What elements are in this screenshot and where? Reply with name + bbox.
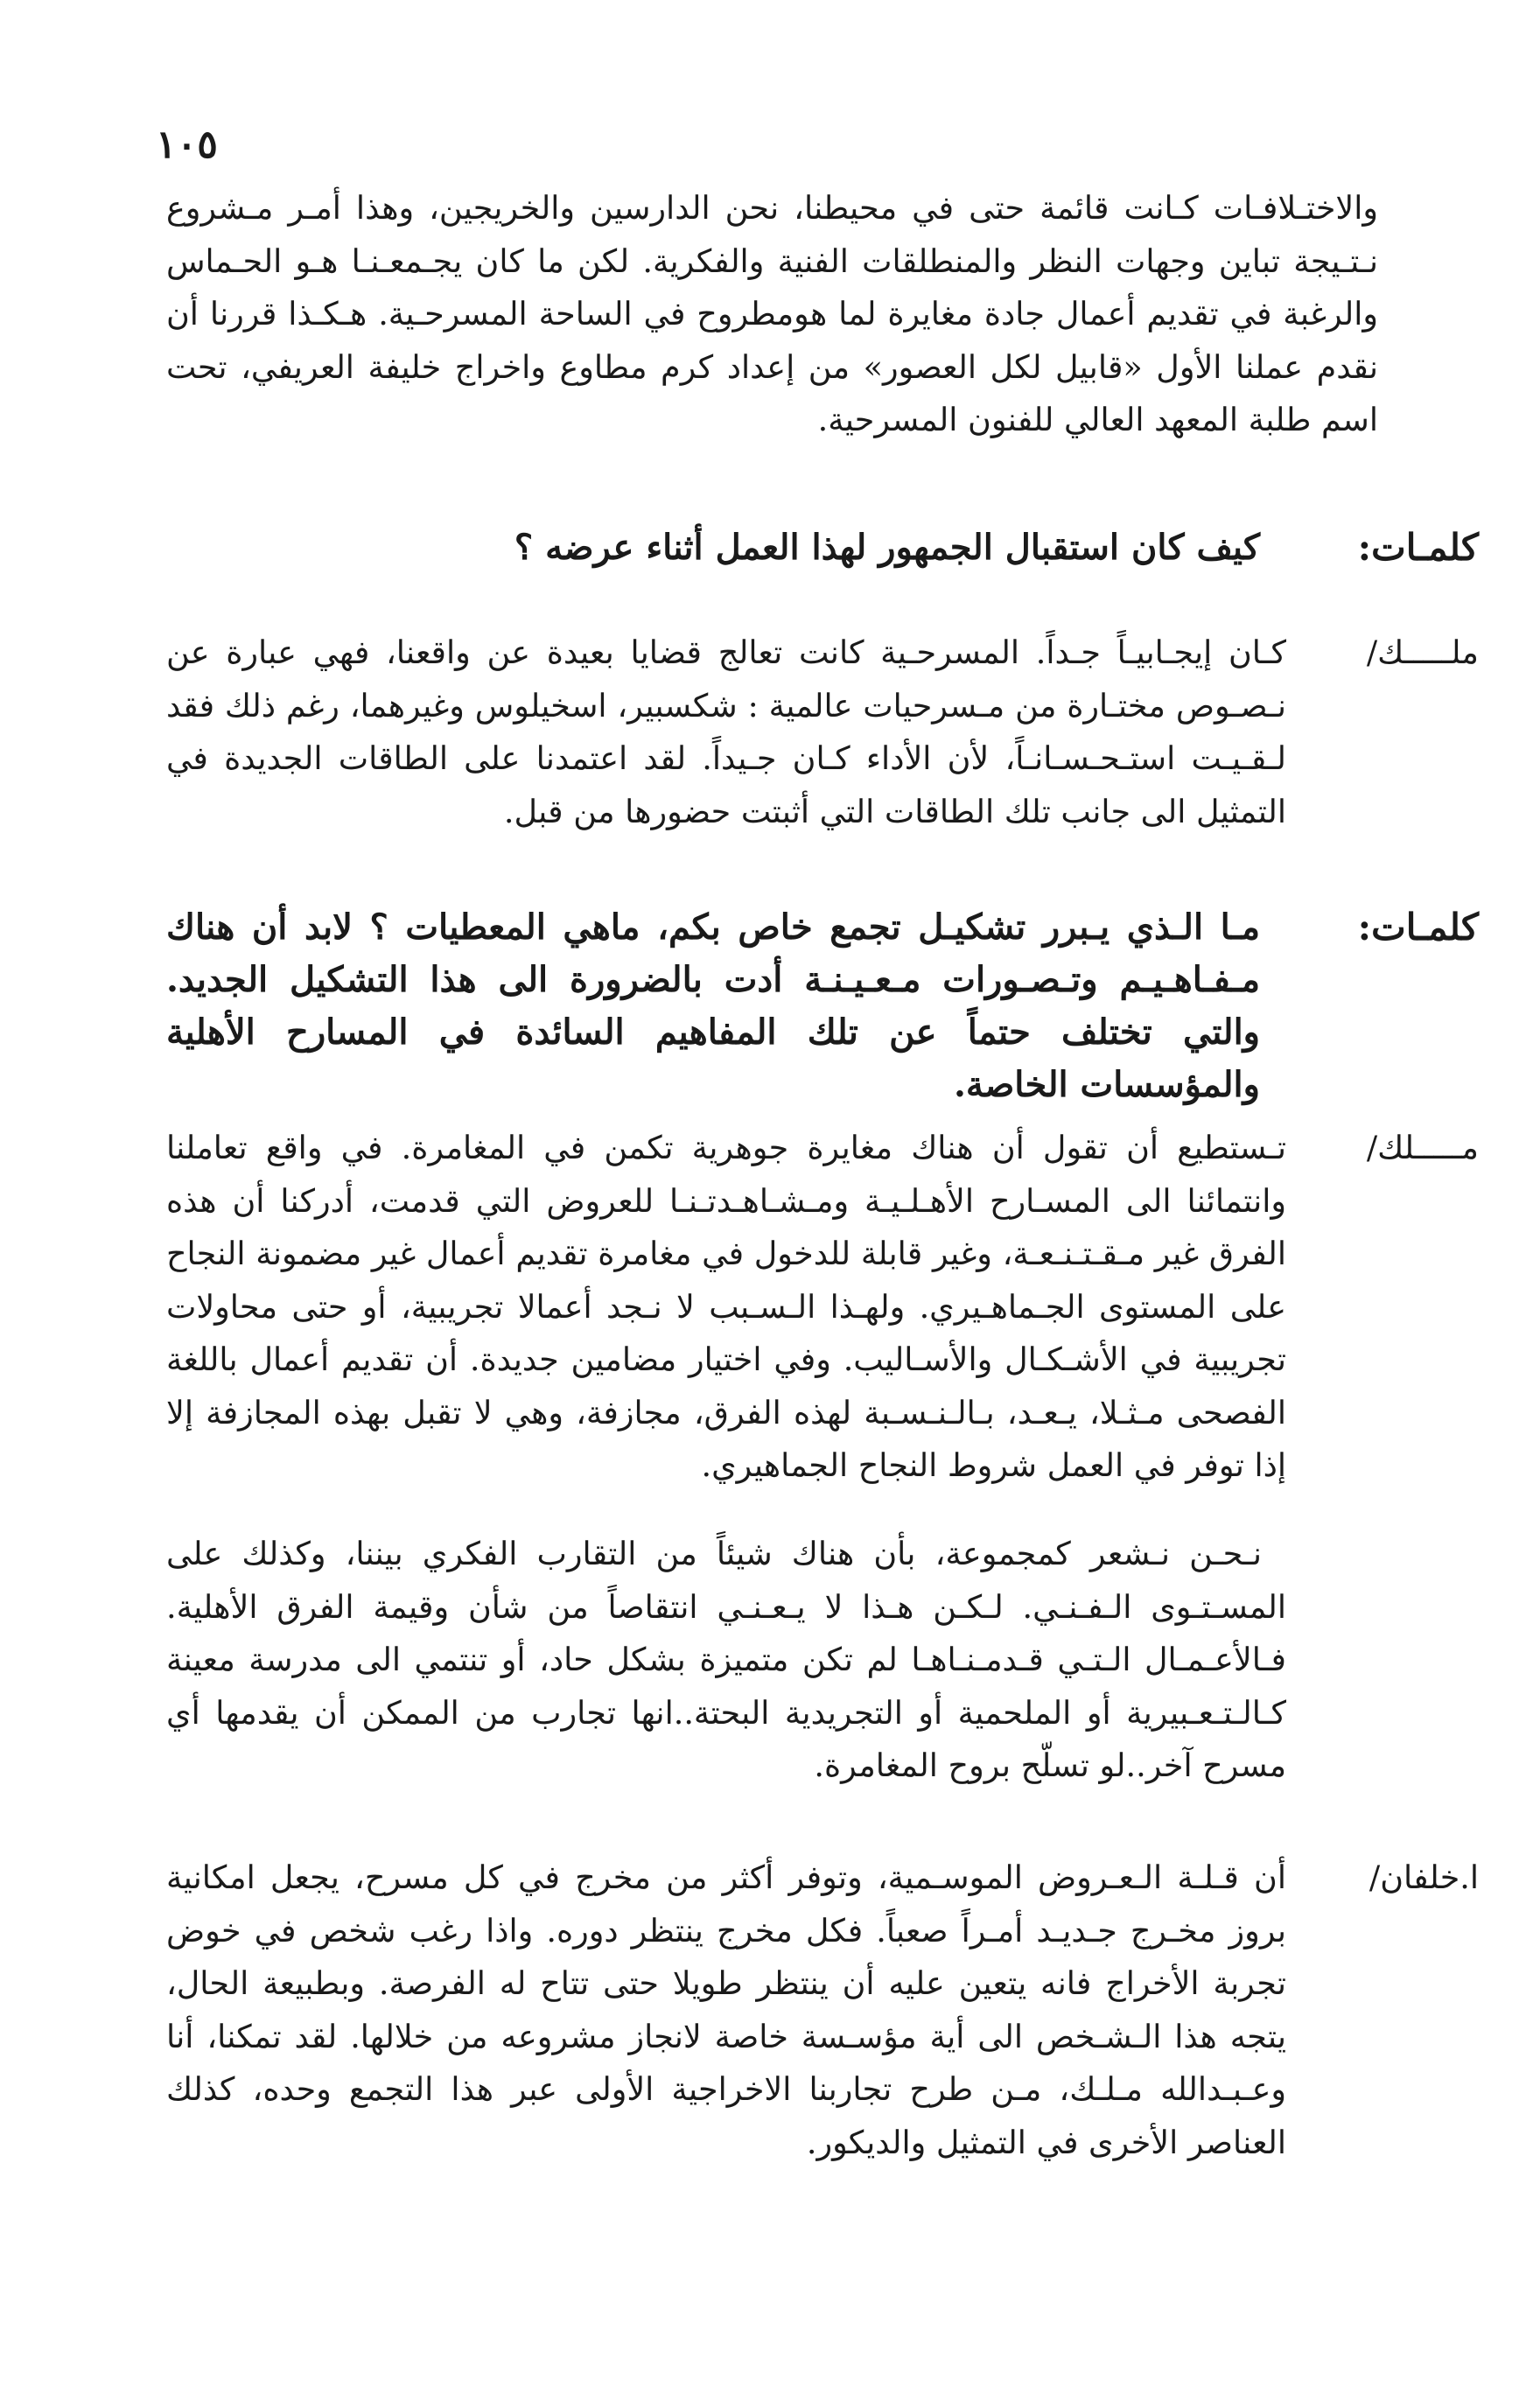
question1-text: كيف كان استقبال الجمهور لهذا العمل أثناء عرضه ؟ [514,527,1260,568]
question1-speaker: كلمـات: [1357,526,1479,569]
intro-paragraph: والاختـلافـات كـانت قائمة حتى في محيطنا، نحن الدارسين والخريجين، وهذا أمـر مـشروع نـتـيجة تباين وجهات النظر والمنطلقات الفنية والفكرية. لكن ما كان يجـمعـنـا هـو الحـماس والرغبة في تقديم أعمال جادة مغايرة لما هومطروح في الساحة المسرحـية. هـكـذا قررنا أن نقدم عملنا الأول «قابيل لكل العصور» من إعداد كرم مطاوع واخراج خليفة العريفي، تحت اسم طلبة المعهد العالي للفنون المسرحية. [166,189,1378,438]
question2-speaker: كلمـات: [1357,906,1479,948]
answer3-text: أن قـلـة الـعـروض الموسـمية، وتوفر أكثر من مخرج في كل مسرح، يجعل امكانية بروز مخـرج جـديـد أمـراً صعباً. فكل مخرج ينتظر دوره. واذا رغب شخص في خوض تجربة الأخراج فانه يتعين عليه أن ينتظر طويلا حتى تتاح له الفرصة. وبطبيعة الحال، يتجه هذا الـشـخص الى أية مؤسـسة خاصة لانجاز مشروعه من خلالها. لقد تمكنا، أنا وعـبـدالله مـلـك، مـن طرح تجاربنا الاخراجية الأولى عبر هذا التجمع وحده، كذلك العناصر الأخرى في التمثيل والديكور. [166,1858,1286,2161]
question2-text: مـا الـذي يـبرر تشكيـل تجمع خاص بكم، ماهي المعطيات ؟ لابد أن هناك مـفـاهـيـم وتـصـورات مـعـيـنـة أدت بالضرورة الى هذا التشكيل الجديد. والتي تختلف حتماً عن تلك المفاهيم السائدة في المسارح الأهلية والمؤسسات الخاصة. [166,906,1260,1105]
page-number: ١٠٥ [156,122,218,167]
answer3-speaker: ا.خلفان/ [1368,1858,1479,1896]
answer2-paragraph2: نـحـن نـشعر كمجموعة، بأن هناك شيئاً من التقارب الفكري بيننا، وكذلك على المسـتـوى الـفـنـي. لـكـن هـذا لا يـعـنـي انتقاصاً من شأن وقيمة الفرق الأهلية. فـالأعـمـال الـتـي قـدمـنـاهـا لم تكن متميزة بشكل حاد، أو تنتمي الى مدرسة معينة كـالـتـعـبيرية أو الملحمية أو التجريدية البحتة..انها تجارب من الممكن أن يقدمها أي مسرح آخر..لو تسلّح بروح المغامرة. [166,1535,1286,1784]
answer1-text: كـان إيجـابيـاً جـداً. المسرحـية كانت تعالج قضايا بعيدة عن واقعنا، فهي عبارة عن نـصـوص مختـارة من مـسرحيات عالمية : شكسبير، اسخيلوس وغيرهما، رغم ذلك فقد لـقـيـت استـحـسـانـاً، لأن الأداء كـان جـيداً. لقد اعتمدنا على الطاقات الجديدة في التمثيل الى جانب تلك الطاقات التي أثبتت حضورها من قبل. [166,634,1286,830]
answer2-paragraph1: تـستطيع أن تقول أن هناك مغايرة جوهرية تكمن في المغامرة. في واقع تعاملنا وانتمائنا الى المسـارح الأهـلـيـة ومـشـاهـدتـنـا للعروض التي قدمت، أدركنا أن هذه الفرق غير مـقـتـنـعـة، وغير قابلة للدخول في مغامرة تقديم أعمال غير مضمونة النجاح على المستوى الجـماهـيري. ولهـذا الـسـبب لا نـجد أعمالا تجريبية، أو حتى محاولات تجريبية في الأشـكـال والأسـاليب. وفي اختيار مضامين جديدة. أن تقديم أعمال باللغة الفصحى مـثـلا، يـعـد، بـالـنـسـبة لهذه الفرق، مجازفة، وهي لا تقبل بهذه المجازفة إلا إذا توفر في العمل شروط النجاح الجماهيري. [166,1129,1286,1484]
answer1-speaker: ملـــــك/ [1366,634,1479,671]
answer2-speaker: مـــــلك/ [1366,1129,1479,1166]
